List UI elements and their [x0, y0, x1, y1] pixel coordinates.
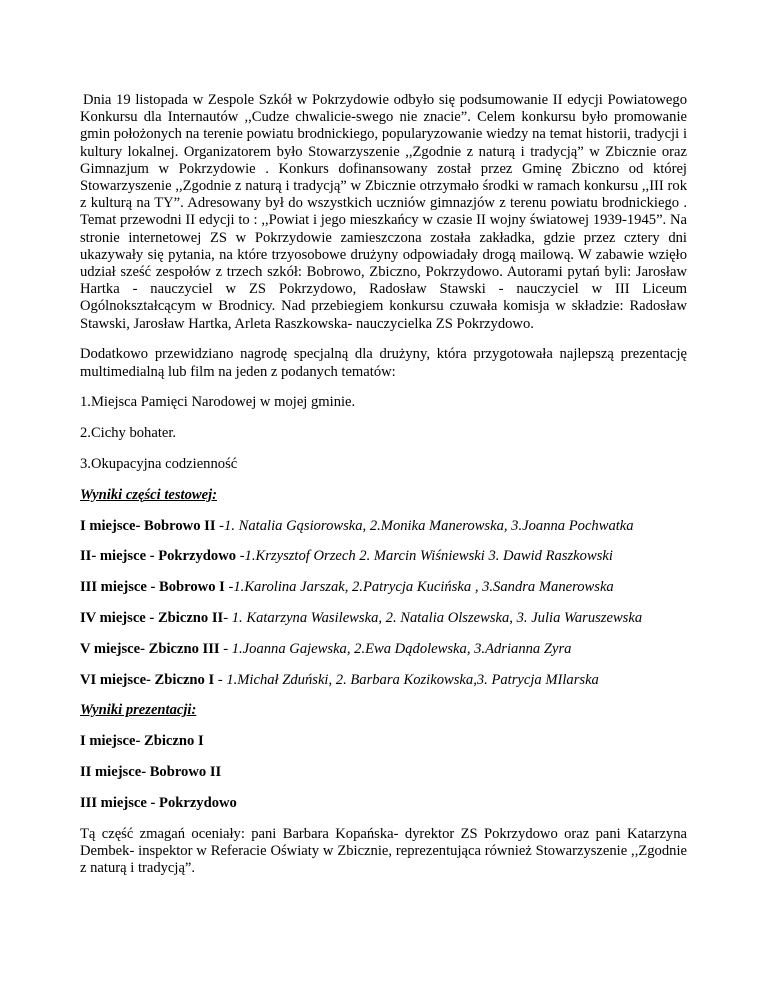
test-result-place: IV miejsce - Zbiczno II — [80, 610, 224, 627]
test-result-place: III miejsce - Bobrowo I — [80, 579, 225, 596]
test-result-row-6 — [80, 672, 687, 689]
test-result-row-5 — [80, 641, 687, 658]
test-result-row-1 — [80, 518, 687, 535]
test-result-names: -1.Karolina Jarszak, 2.Patrycja Kucińska , 3.Sandra Manerowska — [224, 579, 614, 596]
test-result-names: - 1.Michał Zduński, 2. Barbara Kozikowska,3. Patrycja MIlarska — [214, 671, 599, 688]
presentation-result-3: III miejsce - Pokrzydowo — [80, 794, 237, 811]
test-result-names: -1. Natalia Gąsiorowska, 2.Monika Manerowska, 3.Joanna Pochwatka — [215, 517, 634, 534]
test-result-place: II- miejsce - Pokrzydowo — [80, 548, 237, 565]
test-result-place: VI miejsce- Zbiczno I — [80, 671, 215, 688]
closing-paragraph: Tą część zmagań oceniały: pani Barbara Kopańska- dyrektor ZS Pokrzydowo oraz pani Katarzyna Dembek- inspektor w Referacie Oświaty w Zbicznie, reprezentująca również Stowarzyszenie ,,Zgodnie z naturą i tradycją”. — [80, 825, 687, 876]
special-prize-paragraph: Dodatkowo przewidziano nagrodę specjalną dla drużyny, która przygotowała najlepszą prezentację multimedialną lub film na jeden z podanych tematów: — [80, 346, 687, 380]
test-result-row-2 — [80, 548, 687, 565]
test-result-names: -1.Krzysztof Orzech 2. Marcin Wiśniewski 3. Dawid Raszkowski — [236, 548, 613, 565]
test-result-place: V miejsce- Zbiczno III — [80, 640, 220, 657]
topic-item-3: 3.Okupacyjna codzienność — [80, 456, 238, 473]
presentation-results-heading: Wyniki prezentacji: — [80, 702, 197, 719]
document-page — [80, 92, 687, 891]
test-result-place: I miejsce- Bobrowo II — [80, 517, 216, 534]
intro-paragraph: Dnia 19 listopada w Zespole Szkół w Pokrzydowie odbyło się podsumowanie II edycji Powiatowego Konkursu dla Internautów ,,Cudze chwalicie-swego nie znacie”. Celem konkursu było promowanie gmin położonych na terenie powiatu brodnickiego, popularyzowanie wiedzy na temat historii, tradycji i kultury lokalnej. Organizatorem było Stowarzyszenie ,,Zgodnie z naturą i tradycją” w Zbicznie oraz Gimnazjum w Pokrzydowie . Konkurs dofinansowany został przez Gminę Zbiczno od której Stowarzyszenie ,,Zgodnie z naturą i tradycją” w Zbicznie otrzymało środki w ramach konkursu ,,III rok z kulturą na TY”. Adresowany był do wszystkich uczniów gimnazjów z terenu powiatu brodnickiego . Temat przewodni II edycji to : ,,Powiat i jego mieszkańcy w czasie II wojny światowej 1939-1945”. Na stronie internetowej ZS w Pokrzydowie zamieszczona została zakładka, gdzie przez cztery dni ukazywały się pytania, na które trzyosobowe drużyny odpowiadały drogą mailową. W zabawie wzięło udział sześć zespołów z trzech szkół: Bobrowo, Zbiczno, Pokrzydowo. Autorami pytań byli: Jarosław Hartka - nauczyciel w ZS Pokrzydowo, Radosław Stawski - nauczyciel w III Liceum Ogólnokształcącym w Brodnicy. Nad przebiegiem konkursu czuwała komisja w składzie: Radosław Stawski, Jarosław Hartka, Arleta Raszkowska- nauczycielka ZS Pokrzydowo. — [80, 92, 687, 332]
test-result-row-4 — [80, 610, 687, 627]
test-results-heading: Wyniki części testowej: — [80, 486, 218, 503]
test-result-row-3 — [80, 579, 687, 596]
presentation-result-1: I miejsce- Zbiczno I — [80, 733, 204, 750]
test-result-names: - 1. Katarzyna Wasilewska, 2. Natalia Olszewska, 3. Julia Waruszewska — [223, 610, 643, 627]
topic-item-2: 2.Cichy bohater. — [80, 425, 177, 442]
test-result-names: - 1.Joanna Gajewska, 2.Ewa Dądolewska, 3.Adrianna Zyra — [219, 640, 572, 657]
presentation-result-2: II miejsce- Bobrowo II — [80, 764, 222, 780]
topic-item-1: 1.Miejsca Pamięci Narodowej w mojej gminie. — [80, 394, 356, 411]
